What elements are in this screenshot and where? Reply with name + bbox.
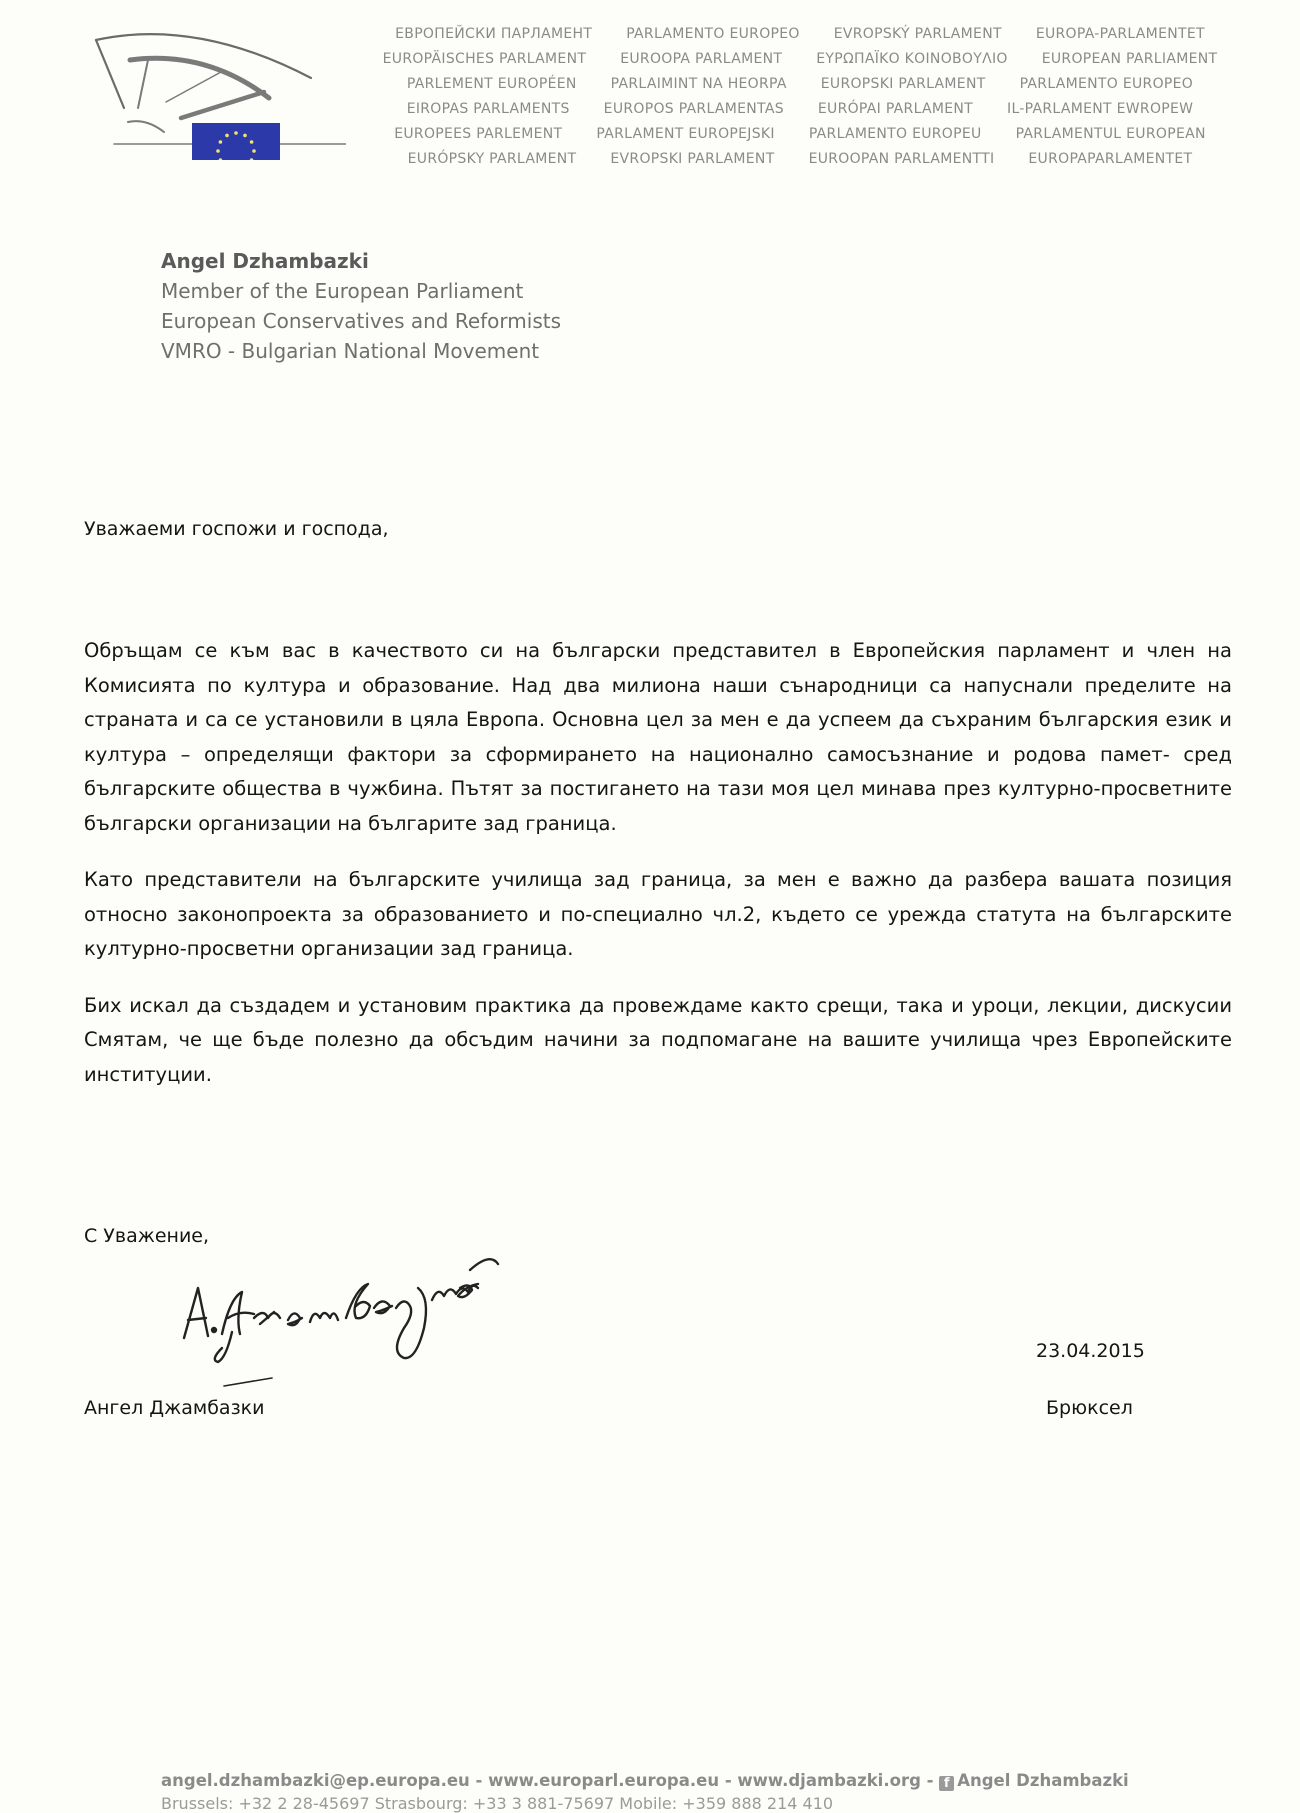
letter-place: Брюксел (1046, 1397, 1133, 1419)
separator: - (920, 1771, 940, 1790)
personal-website-link[interactable]: www.djambazki.org (737, 1771, 921, 1790)
parliament-name: EURÓPAI PARLAMENT (817, 101, 974, 117)
parliament-name: EIROPAS PARLAMENTS (406, 101, 570, 117)
parliament-name: PARLAMENTO EUROPEU (808, 126, 982, 142)
footer-phones: Brussels: +32 2 28-45697 Strasbourg: +33 3 881-75697 Mobile: +359 888 214 410 (161, 1794, 834, 1813)
letter-date: 23.04.2015 (1036, 1340, 1145, 1362)
separator: - (719, 1771, 738, 1790)
eu-star-icon (252, 149, 256, 153)
logo-small-arc (128, 121, 164, 132)
parliament-name: EUROPA-PARLAMENTET (1035, 26, 1205, 42)
facebook-name[interactable]: Angel Dzhambazki (957, 1771, 1129, 1790)
footer-contacts (161, 1771, 1129, 1791)
parliament-name: PARLAIMINT NA HEORPA (610, 76, 787, 92)
paragraph-1: Обръщам се към вас в качеството си на български представител в Европейския парламент и член на Комисията по култура и образование. Над два милиона наши сънародници са напуснали пределите на страната и са се установили в цяла Европа. Основна цел за мен е да успеем да съхраним българския език и култура – определящи фактори за сформирането на национално самосъзнание и родова памет- сред българските общества в чужбина. Пътят за постигането на тази моя цел минава през културно-просветните български организации на българите зад граница. (84, 639, 1232, 835)
eu-flag-icon (192, 123, 280, 160)
logo-line-diag (166, 72, 221, 102)
parliament-name: EUROPEAN PARLIAMENT (1041, 51, 1218, 67)
logo-arc-inner (130, 58, 269, 98)
parliament-name: EUROOPAN PARLAMENTTI (808, 151, 995, 167)
email-link[interactable]: angel.dzhambazki@ep.europa.eu (161, 1771, 470, 1790)
parliament-name: EVROPSKI PARLAMENT (610, 151, 775, 167)
paragraph-2: Като представители на българските училища зад граница, за мен е важно да разбера вашата позиция относно законопроекта за образованието и по-специално чл.2, където се урежда статута на българските културно-просветни организации зад граница. (84, 868, 1232, 960)
salutation: Уважаеми госпожи и господа, (84, 518, 389, 540)
eu-star-icon (234, 131, 238, 135)
european-parliament-logo (86, 20, 346, 160)
closing: С Уважение, (84, 1225, 210, 1247)
parliament-name: EUROPOS PARLAMENTAS (603, 101, 784, 117)
sender-block (161, 246, 561, 366)
parliament-name: PARLEMENT EUROPÉEN (406, 76, 577, 92)
parliament-name: ΕΥΡΩΠΑΪΚΟ ΚΟΙΝΟΒΟΥΛΙΟ (816, 51, 1008, 67)
paragraph-3: Бих искал да създадем и установим практика да провеждаме както срещи, така и уроци, лекции, дискусии Смятам, че ще бъде полезно да обсъдим начини за подпомагане на вашите училища чрез Европейските институции. (84, 993, 1232, 1086)
handwritten-signature (170, 1248, 570, 1398)
eu-star-icon (225, 134, 229, 138)
sender-group: European Conservatives and Reformists (161, 309, 562, 333)
eu-star-icon (219, 140, 223, 144)
parliament-name: IL-PARLAMENT EWROPEW (1007, 101, 1194, 117)
parliament-names-row (340, 122, 1260, 147)
sender-party: VMRO - Bulgarian National Movement (161, 339, 540, 363)
facebook-icon: f (939, 1776, 954, 1791)
parliament-names-row (340, 97, 1260, 122)
parliament-names-block (340, 22, 1260, 172)
parliament-names-row (340, 22, 1260, 47)
parliament-name: EVROPSKÝ PARLAMENT (833, 26, 1002, 42)
parliament-names-row (340, 47, 1260, 72)
parliament-names-row (340, 147, 1260, 172)
parliament-name: EUROOPA PARLAMENT (620, 51, 783, 67)
logo-line-mid (138, 60, 148, 108)
logo-line-left (96, 40, 124, 108)
europarl-link[interactable]: www.europarl.europa.eu (488, 1771, 720, 1790)
parliament-name: EUROPEES PARLEMENT (394, 126, 563, 142)
separator: - (469, 1771, 489, 1790)
logo-line-diag-thick (181, 92, 264, 118)
parliament-name: EUROPÄISCHES PARLAMENT (382, 51, 587, 67)
parliament-name: EURÓPSKY PARLAMENT (407, 151, 577, 167)
letter-body (84, 634, 1232, 1114)
parliament-name: ЕВРОПЕЙСКИ ПАРЛАМЕНТ (395, 26, 593, 42)
parliament-names-row (340, 72, 1260, 97)
parliament-name: EUROPAPARLAMENTET (1028, 151, 1193, 167)
sender-name: Angel Dzhambazki (161, 249, 369, 273)
parliament-name: PARLAMENTUL EUROPEAN (1015, 126, 1206, 142)
eu-star-icon (243, 134, 247, 138)
parliament-name: PARLAMENT EUROPEJSKI (596, 126, 775, 142)
eu-star-icon (216, 149, 220, 153)
sender-title: Member of the European Parliament (161, 279, 524, 303)
parliament-name: PARLAMENTO EUROPEO (626, 26, 800, 42)
signer-name: Ангел Джамбазки (84, 1397, 265, 1419)
logo-arc-outer (96, 34, 311, 78)
parliament-name: EUROPSKI PARLAMENT (820, 76, 986, 92)
eu-star-icon (250, 140, 254, 144)
parliament-name: PARLAMENTO EUROPEO (1019, 76, 1194, 92)
